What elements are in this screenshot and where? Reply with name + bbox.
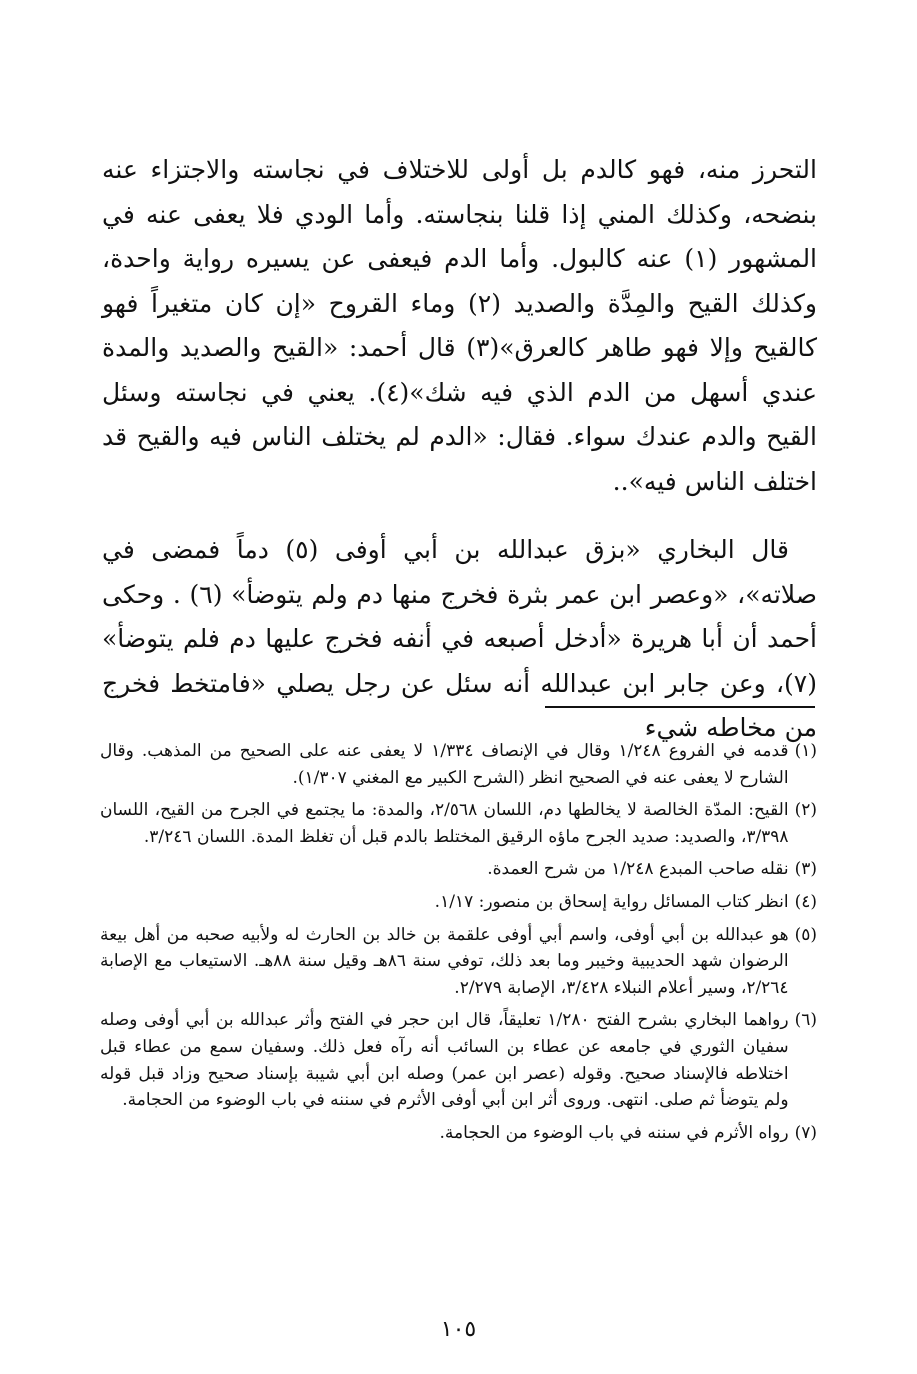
footnote xyxy=(100,797,817,850)
page-number: ١٠٥ xyxy=(440,1317,477,1342)
footnote xyxy=(100,889,817,916)
footnote-text: نقله صاحب المبدع ١/٢٤٨ من شرح العمدة. xyxy=(487,859,789,880)
footnotes xyxy=(100,738,817,1152)
footnote-text: القيح: المدّة الخالصة لا يخالطها دم، اللسان ٢/٥٦٨، والمدة: ما يجتمع في الجرح من القيح، اللسان ٣/٣٩٨، والصديد: صديد الجرح ماؤه الرقيق المختلط بالدم قبل أن تغلظ المدة. اللسان ٣/٢٤٦. xyxy=(100,800,789,847)
footnote-text: رواه الأثرم في سننه في باب الوضوء من الحجامة. xyxy=(439,1122,789,1143)
footnote xyxy=(100,856,817,883)
footnote-number: (٢) xyxy=(794,800,817,821)
footnote-text: هو عبدالله بن أبي أوفى، واسم أبي أوفى علقمة بن خالد بن الحارث له ولأبيه صحبه من أهل بيعة الرضوان شهد الحديبية وخيبر وما بعد ذلك، توفي سنة ٨٦هـ وقيل سنة ٨٨هـ. الاستيعاب مع الإصابة ٢/٢٦٤، وسير أعلام النبلاء ٣/٤٢٨، الإصابة ٢/٢٧٩. xyxy=(100,924,789,998)
footnote-number: (١) xyxy=(794,741,817,761)
footnote-text: قدمه في الفروع ١/٢٤٨ وقال في الإنصاف ١/٣٣٤ لا يعفى عنه على الصحيح من المذهب. وقال الشارح لا يعفى عنه في الصحيح انظر (الشرح الكبير مع المغني ١/٣٠٧). xyxy=(100,741,789,788)
footnote xyxy=(100,738,817,791)
footnote xyxy=(100,1007,817,1113)
footnote-number: (٣) xyxy=(794,859,817,880)
footnote xyxy=(100,922,817,1002)
footnote-text: انظر كتاب المسائل رواية إسحاق بن منصور: ١/١٧. xyxy=(434,891,789,912)
footnote-number: (٤) xyxy=(794,891,817,912)
footnote-separator xyxy=(545,706,815,708)
main-text xyxy=(102,148,817,751)
footnote xyxy=(100,1120,817,1147)
footnote-number: (٧) xyxy=(794,1122,817,1143)
footnote-number: (٥) xyxy=(794,924,817,945)
footnote-text: رواهما البخاري بشرح الفتح ١/٢٨٠ تعليقاً، قال ابن حجر في الفتح وأثر عبدالله بن أبي أوفى وصله سفيان الثوري في جامعه عن عطاء بن السائب أنه رآه فعل ذلك. وسفيان سمع من عطاء قبل اختلاطه فالإسناد صحيح. وقوله (عصر ابن عمر) وصله ابن أبي شيبة بإسناد صحيح وزاد قبل قوله ولم يتوضأ ثم صلى. انتهى. وروى أثر ابن أبي أوفى الأثرم في سننه في باب الوضوء من الحجامة. xyxy=(100,1010,789,1111)
footnote-number: (٦) xyxy=(794,1010,817,1031)
main-paragraph: قال البخاري «بزق عبدالله بن أبي أوفى (٥) دماً فمضى في صلاته»، «وعصر ابن عمر بثرة فخرج منها دم ولم يتوضأ» (٦) . وحكى أحمد أن أبا هريرة «أدخل أصبعه في أنفه فخرج عليها دم فلم يتوضأ» (٧)، وعن جابر ابن عبدالله أنه سئل عن رجل يصلي «فامتخط فخرج من مخاطه شيء xyxy=(102,535,818,742)
main-paragraph: التحرز منه، فهو كالدم بل أولى للاختلاف في نجاسته والاجتزاء عنه بنضحه، وكذلك المني إذا قلنا بنجاسته. وأما الودي فلا يعفى عنه في المشهور (١) عنه كالبول. وأما الدم فيعفى عن يسيره رواية واحدة، وكذلك القيح والمِدَّة والصديد (٢) وماء القروح «إن كان متغيراً فهو كالقيح وإلا فهو طاهر كالعرق»(٣) قال أحمد: «القيح والصديد والمدة عندي أسهل من الدم الذي فيه شك»(٤). يعني في نجاسته وسئل القيح والدم عندك سواء. فقال: «الدم لم يختلف الناس فيه والقيح قد اختلف الناس فيه».. xyxy=(102,155,818,496)
